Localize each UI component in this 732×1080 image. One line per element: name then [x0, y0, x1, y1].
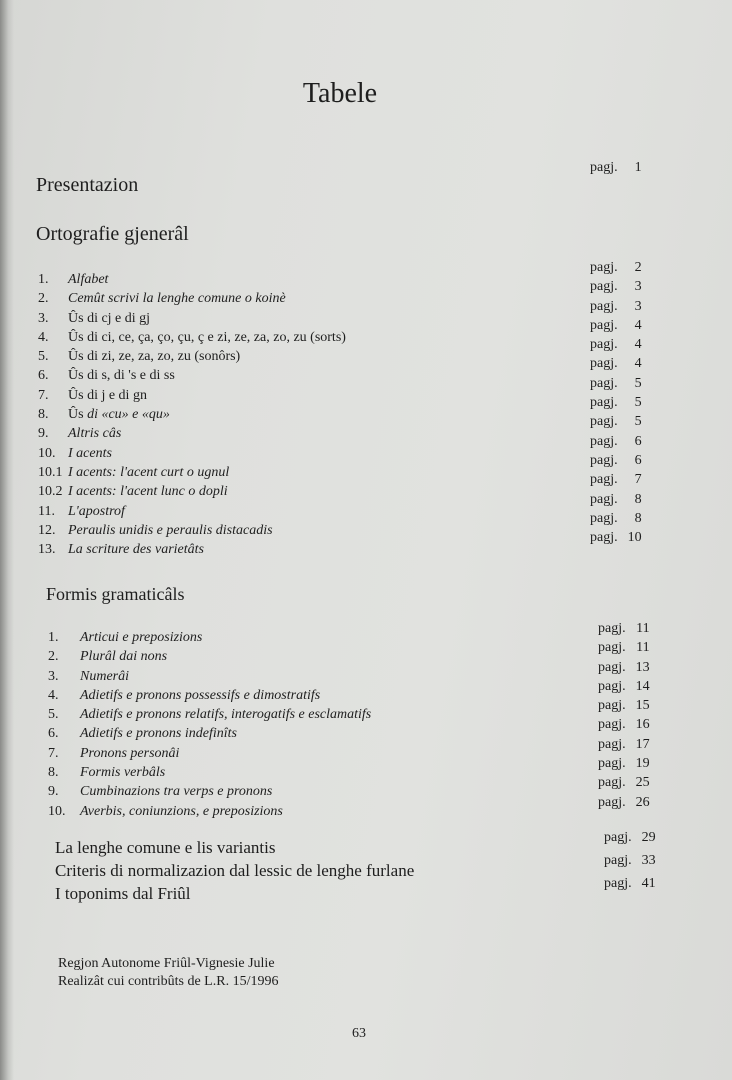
entry-title: di cj e di gj: [83, 310, 151, 326]
pagj-label: pagj.: [590, 356, 618, 372]
page-number: 6: [634, 433, 642, 449]
page-ref: [590, 277, 670, 296]
formis-page-refs: [598, 619, 678, 812]
entry-number: 4.: [38, 329, 49, 345]
page-number: 17: [635, 736, 650, 752]
pagj-label: pagj.: [598, 775, 626, 791]
pagj-label: pagj.: [604, 876, 632, 891]
toc-entry: [38, 521, 668, 540]
page-number: 3: [634, 298, 642, 314]
entry-title: L'apostrof: [68, 503, 125, 519]
toc-entry: [38, 405, 668, 424]
page-number: 33: [641, 853, 656, 868]
entry-number: 5.: [38, 349, 49, 365]
entry-title: Numerâi: [80, 668, 129, 684]
pagj-label: pagj.: [598, 621, 626, 636]
ortografie-page-refs: [590, 258, 670, 547]
closing-entry: Criteris di normalizazion dal lessic de lenghe furlane: [55, 861, 415, 880]
entry-number: 6.: [48, 726, 59, 742]
page-ref: [598, 793, 678, 812]
page-ref: [590, 297, 670, 316]
pagj-label: pagj.: [590, 395, 618, 411]
entry-number: 2.: [48, 649, 59, 665]
page-ref: [598, 754, 678, 773]
page-ref: [590, 412, 670, 431]
pagj-label: pagj.: [590, 375, 618, 391]
entry-number: 8.: [48, 765, 59, 781]
entry-number: 7.: [38, 387, 49, 403]
toc-entry: [48, 667, 608, 686]
pagj-label: pagj.: [590, 337, 618, 353]
closing-entry: La lenghe comune e lis variantis: [55, 838, 276, 857]
entry-number: 13.: [38, 542, 56, 558]
entry-number: 9.: [38, 426, 49, 442]
toc-entry: [48, 802, 608, 821]
section-presentazion: Presentazion: [36, 174, 139, 196]
page-number: 41: [641, 876, 656, 891]
page-ref: [598, 638, 678, 657]
toc-entry: [38, 540, 668, 559]
page-ref: [604, 872, 656, 895]
entry-number: 7.: [48, 745, 59, 761]
entry-number: 4.: [48, 687, 59, 703]
page-ref: [590, 509, 670, 528]
section-ortografie-heading: Ortografie gjenerâl: [36, 223, 189, 245]
toc-entry: [38, 347, 668, 366]
entry-number: 1.: [38, 272, 49, 287]
entry-prefix: Ûs: [68, 310, 84, 326]
page-number: 1: [634, 160, 642, 175]
closing-sections: [55, 836, 414, 905]
presentazion-page-ref: [590, 160, 642, 176]
entry-number: 3.: [38, 310, 49, 326]
entry-number: 9.: [48, 784, 59, 800]
page-ref: [590, 335, 670, 354]
page-ref: [590, 432, 670, 451]
page-edge-shadow: [0, 0, 14, 1080]
page-ref: [598, 696, 678, 715]
pagj-label: pagj.: [604, 830, 632, 845]
page-number: 19: [635, 756, 650, 772]
toc-entry: [38, 366, 668, 385]
page-number: 15: [635, 698, 650, 714]
entry-number: 10.2: [38, 484, 63, 500]
pagj-label: pagj.: [590, 452, 618, 468]
page-number: 26: [635, 794, 650, 810]
entry-number: 10.: [48, 803, 66, 819]
formis-list: [48, 628, 608, 821]
pagj-label: pagj.: [590, 433, 618, 449]
entry-title: Adietifs e pronons possessifs e dimostratifs: [80, 687, 321, 703]
page-number: 14: [635, 678, 650, 694]
toc-entry: [48, 705, 608, 724]
pagj-label: pagj.: [590, 298, 618, 314]
footer-line-2: Realizât cui contribûts de L.R. 15/1996: [58, 974, 279, 989]
page-ref: [598, 773, 678, 792]
entry-prefix: Ûs: [68, 349, 84, 365]
pagj-label: pagj.: [590, 414, 618, 430]
page-ref: [598, 715, 678, 734]
entry-title: Adietifs e pronons relatifs, interogatifs e esclamatifs: [80, 707, 372, 723]
toc-entry: [38, 270, 668, 289]
page-number: 11: [636, 640, 650, 656]
entry-number: 5.: [48, 707, 59, 723]
toc-entry: [38, 463, 668, 482]
page-number: 4: [634, 356, 642, 372]
toc-entry: [48, 724, 608, 743]
entry-title: Cumbinazions tra verps e pronons: [80, 784, 273, 800]
entry-title: Adietifs e pronons indefinîts: [80, 726, 237, 742]
pagj-label: pagj.: [598, 678, 626, 694]
entry-title: I acents: [68, 445, 112, 461]
pagj-label: pagj.: [590, 260, 618, 275]
pagj-label: pagj.: [590, 510, 618, 526]
page-ref: [598, 677, 678, 696]
page-ref: [590, 374, 670, 393]
entry-number: 12.: [38, 522, 56, 538]
page-number: 5: [634, 395, 642, 411]
entry-title: Plurâl dai nons: [80, 649, 168, 665]
footer-line-1: Regjon Autonome Friûl-Vignesie Julie: [58, 956, 275, 971]
entry-title: La scriture des varietâts: [68, 542, 204, 558]
entry-number: 8.: [38, 407, 49, 423]
entry-title: di j e di gn: [83, 387, 147, 403]
ortografie-list: [38, 270, 668, 559]
page-number: 5: [634, 414, 642, 430]
toc-entry: [48, 744, 608, 763]
entry-title: di «cu» e «qu»: [83, 407, 170, 423]
page-ref: [590, 451, 670, 470]
page-number: 13: [635, 659, 650, 675]
page-ref: [590, 354, 670, 373]
entry-prefix: Ûs: [68, 368, 84, 384]
entry-number: 3.: [48, 668, 59, 684]
entry-title: di s, di 's e di ss: [83, 368, 175, 384]
toc-entry: [38, 444, 668, 463]
pagj-label: pagj.: [598, 736, 626, 752]
page-ref: [598, 658, 678, 677]
entry-title: di ci, ce, ça, ço, çu, ç e zi, ze, za, zo, zu (sorts): [83, 329, 346, 345]
page-number: 6: [634, 452, 642, 468]
entry-title: Formis verbâls: [80, 765, 166, 781]
page-number: 2: [634, 260, 642, 275]
entry-number: 2.: [38, 291, 49, 307]
page-title: Tabele: [302, 78, 378, 109]
page-ref: [590, 393, 670, 412]
closing-entry: I toponims dal Friûl: [55, 884, 191, 903]
pagj-label: pagj.: [598, 698, 626, 714]
entry-title: Articui e preposizions: [80, 630, 203, 645]
pagj-label: pagj.: [590, 472, 618, 488]
entry-prefix: Ûs: [68, 329, 84, 345]
entry-title: di zi, ze, za, zo, zu (sonôrs): [83, 349, 241, 365]
entry-title: I acents: l'acent lunc o dopli: [68, 484, 228, 500]
toc-entry: [38, 328, 668, 347]
page-ref: [604, 826, 656, 849]
entry-prefix: Ûs: [68, 387, 84, 403]
toc-entry: [38, 386, 668, 405]
page-ref: [598, 619, 678, 638]
toc-entry: [38, 502, 668, 521]
page-number: 3: [634, 279, 642, 295]
entry-number: 10.: [38, 445, 56, 461]
page-number: 8: [634, 491, 642, 507]
toc-entry: [38, 309, 668, 328]
page-number: 16: [635, 717, 650, 733]
pagj-label: pagj.: [598, 794, 626, 810]
toc-entry: [38, 424, 668, 443]
entry-title: Altris câs: [68, 426, 122, 442]
pagj-label: pagj.: [590, 279, 618, 295]
page-number: 8: [634, 510, 642, 526]
page-ref: [590, 528, 670, 547]
page-ref: [590, 490, 670, 509]
pagj-label: pagj.: [590, 160, 618, 175]
toc-entry: [48, 647, 608, 666]
page-number: 7: [634, 472, 642, 488]
toc-entry: [48, 628, 608, 647]
pagj-label: pagj.: [590, 530, 618, 546]
pagj-label: pagj.: [590, 491, 618, 507]
entry-title: Peraulis unidis e peraulis distacadis: [68, 522, 273, 538]
page-ref: [590, 258, 670, 277]
toc-entry: [48, 763, 608, 782]
page-number: 5: [634, 375, 642, 391]
page-number: 10: [627, 530, 642, 546]
toc-entry: [38, 482, 668, 501]
entry-number: 6.: [38, 368, 49, 384]
entry-title: Pronons personâi: [80, 745, 180, 761]
pagj-label: pagj.: [598, 659, 626, 675]
pagj-label: pagj.: [604, 853, 632, 868]
toc-entry: [38, 289, 668, 308]
pagj-label: pagj.: [598, 640, 626, 656]
page-ref: [598, 735, 678, 754]
page-ref: [590, 470, 670, 489]
entry-number: 11.: [38, 503, 55, 519]
entry-prefix: Ûs: [68, 407, 84, 423]
entry-number: 1.: [48, 630, 59, 645]
page-number: 29: [641, 830, 656, 845]
page-number-footer: 63: [352, 1026, 366, 1041]
pagj-label: pagj.: [590, 317, 618, 333]
pagj-label: pagj.: [598, 717, 626, 733]
section-formis-heading: Formis gramaticâls: [46, 584, 185, 604]
closing-page-refs: [604, 826, 656, 895]
entry-title: Cemût scrivi la lenghe comune o koinè: [68, 291, 286, 307]
page-number: 4: [634, 317, 642, 333]
page-ref: [604, 849, 656, 872]
entry-number: 10.1: [38, 464, 63, 480]
pagj-label: pagj.: [598, 756, 626, 772]
toc-entry: [48, 686, 608, 705]
toc-entry: [48, 782, 608, 801]
entry-title: Averbis, coniunzions, e preposizions: [80, 803, 283, 819]
footer-credits: [58, 955, 278, 991]
page-number: 11: [636, 621, 650, 636]
entry-title: Alfabet: [68, 272, 109, 287]
page-ref: [590, 316, 670, 335]
page-number: 25: [635, 775, 650, 791]
page-number: 4: [634, 337, 642, 353]
entry-title: I acents: l'acent curt o ugnul: [68, 464, 230, 480]
